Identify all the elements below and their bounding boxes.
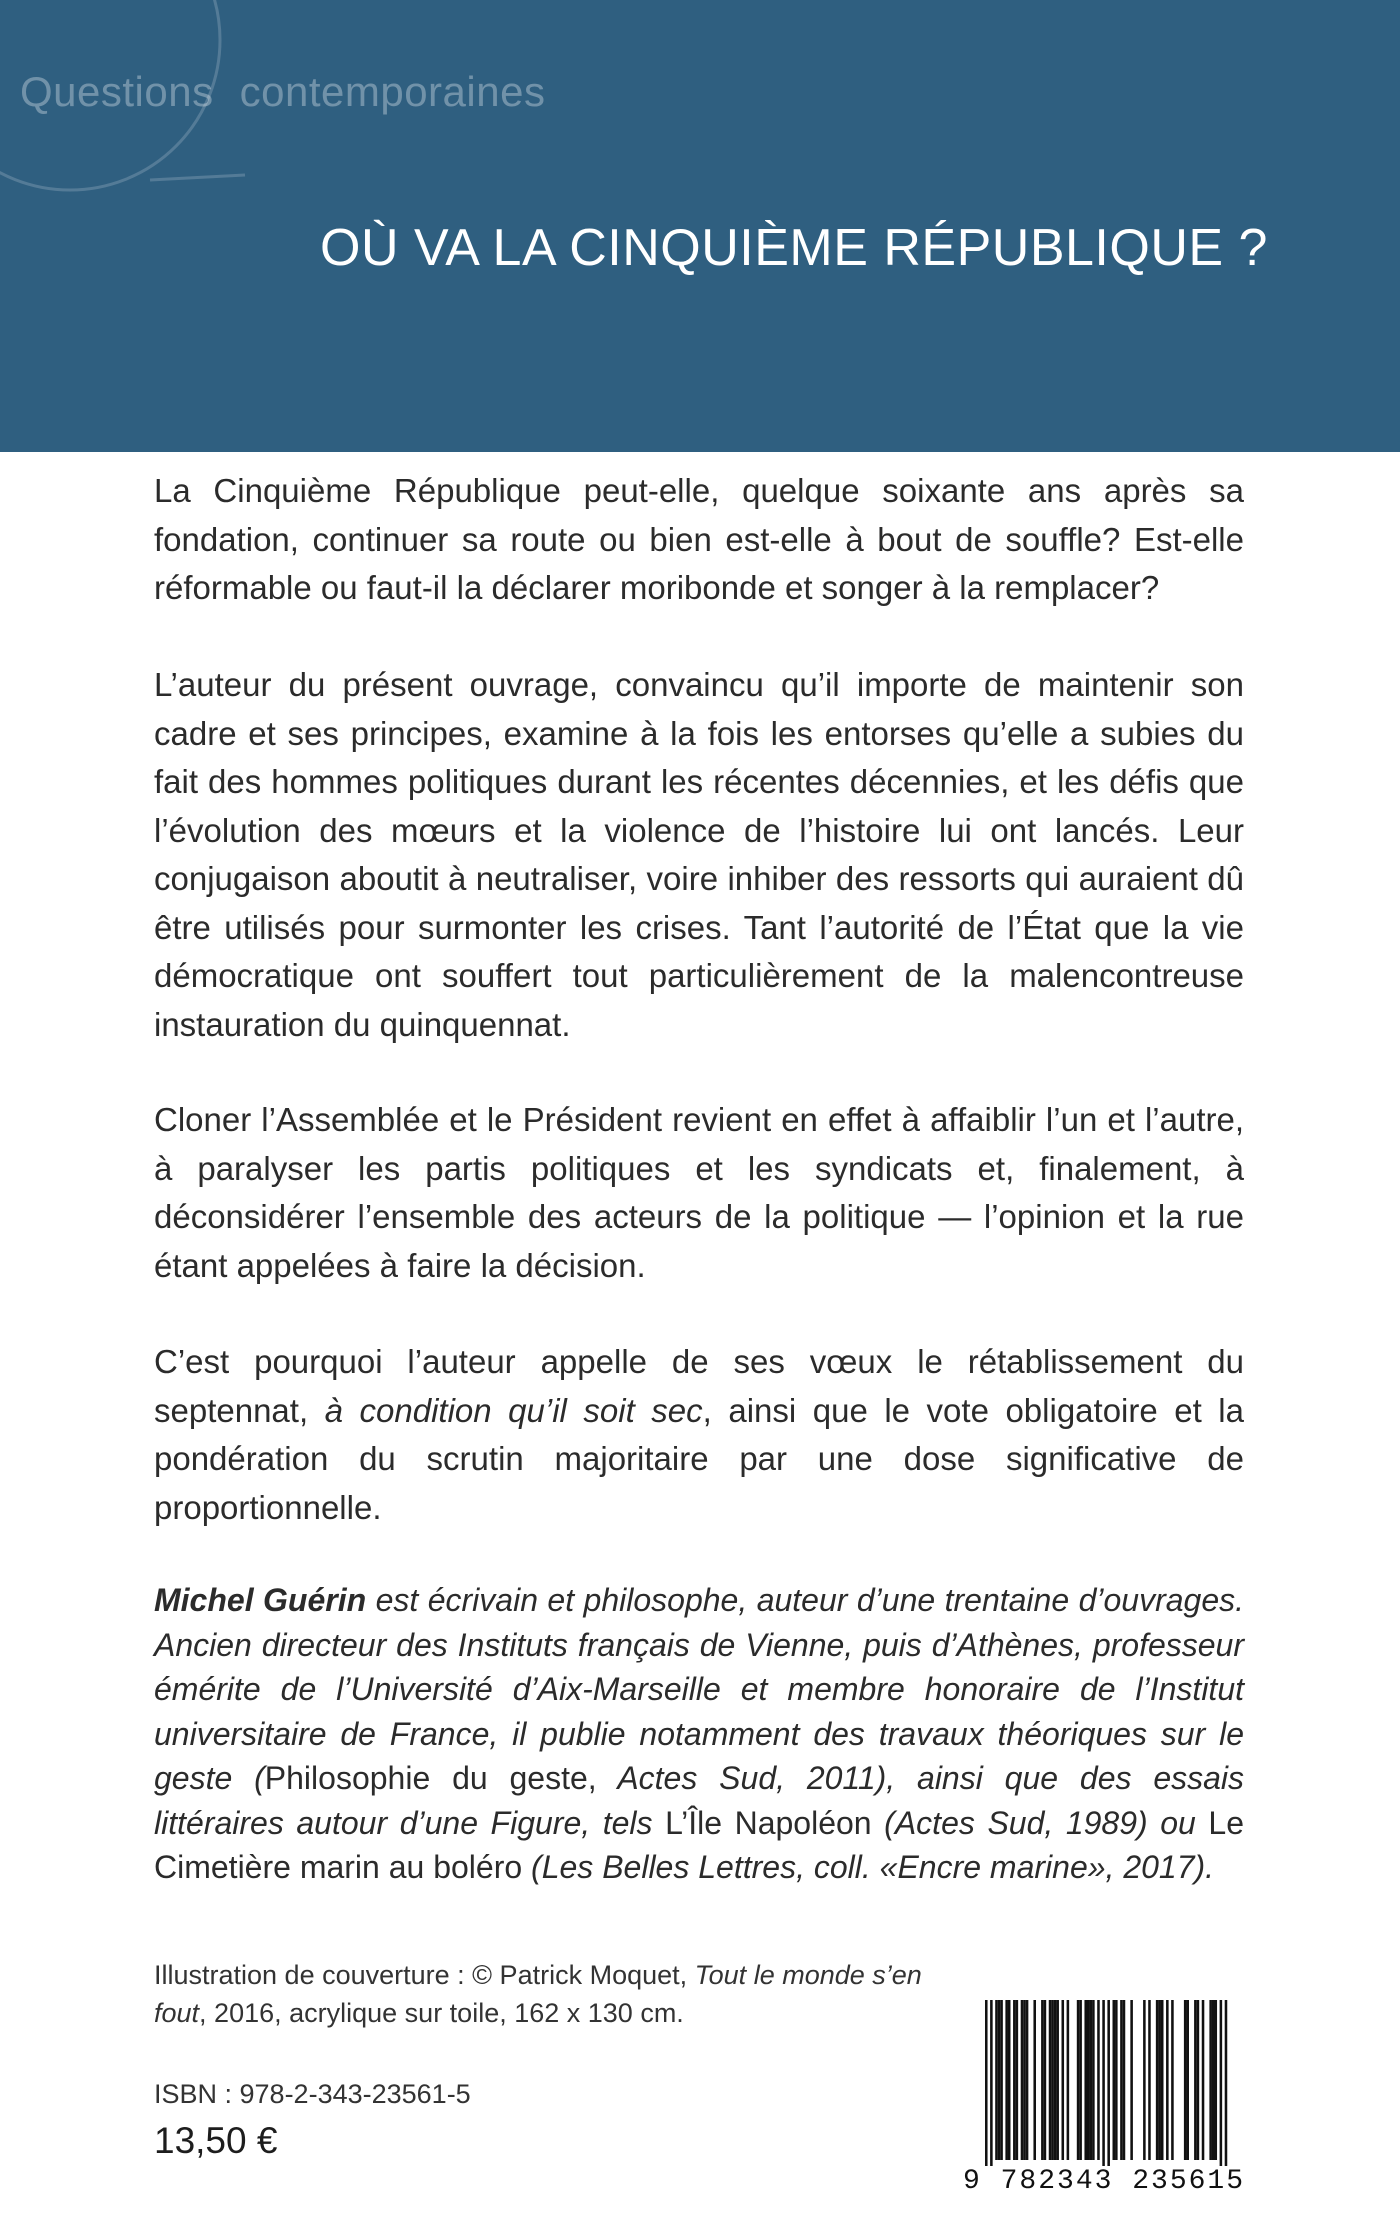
- paragraph-2: L’auteur du présent ouvrage, convaincu qu’il importe de maintenir son cadre et ses principes, examine à la fois les entorses qu’elle a subies du fait des hommes politiques durant les récentes décennies, et les défis que l’évolution des mœurs et la violence de l’histoire lui ont lancés. Leur conjugaison aboutit à neutraliser, voire inhiber des ressorts qui auraient dû être utilisés pour surmonter les crises. Tant l’autorité de l’État que la vie démocratique ont souffert tout particulièrement de la malencontreuse instauration du quinquennat.: [154, 666, 1244, 1043]
- bio-text-1: est écrivain et philosophe, auteur d’une trentaine d’ouvrages. Ancien directeur des Instituts français de Vienne, puis d’Athènes, professeur émérite de l’Université d’Aix-Marseille et membre honoraire de l’Institut universitaire de France, il publie notamment des travaux théoriques sur le geste (: [154, 1582, 1245, 1796]
- barcode-bar: [998, 2000, 1001, 2160]
- barcode-bar: [1186, 2000, 1189, 2160]
- barcode-bar: [990, 2000, 993, 2185]
- credit-suffix: , 2016, acrylique sur toile, 162 x 130 cm.: [199, 1998, 684, 2028]
- barcode-bar: [1041, 2000, 1044, 2160]
- barcode-bar: [1067, 2000, 1070, 2160]
- barcode-bar: [1092, 2000, 1095, 2160]
- cover-illustration-credit: [154, 1956, 954, 2032]
- paragraph-4: [154, 1338, 1244, 1532]
- barcode-bar: [1209, 2000, 1212, 2160]
- barcode-bar: [1087, 2000, 1090, 2160]
- barcode-bar: [1197, 2000, 1200, 2160]
- isbn: ISBN : 978-2-343-23561-5: [154, 2079, 471, 2109]
- author-bio: [154, 1578, 1244, 1890]
- barcode-bar: [1120, 2000, 1123, 2160]
- barcode-bar: [995, 2000, 998, 2160]
- barcode-bar: [1156, 2000, 1159, 2160]
- credit-prefix: Illustration de couverture : © Patrick Moquet,: [154, 1960, 695, 1990]
- barcode-bar: [1079, 2000, 1082, 2160]
- bio-book-1: Philosophie du geste,: [264, 1760, 597, 1796]
- cover-header: [0, 0, 1400, 452]
- bio-text-3: (Actes Sud, 1989) ou: [871, 1804, 1209, 1841]
- barcode-bar: [1143, 2000, 1146, 2160]
- series-word-2: contemporaines: [239, 68, 546, 115]
- barcode-bar: [1005, 2000, 1008, 2160]
- barcode-bar: [1107, 2000, 1110, 2185]
- barcode-bar: [1115, 2000, 1118, 2160]
- barcode-bar: [1202, 2000, 1205, 2160]
- bio-book-2: L’Île Napoléon: [665, 1804, 872, 1841]
- barcode-bar: [1171, 2000, 1174, 2160]
- barcode-bar: [1054, 2000, 1057, 2160]
- barcode-bar: [1220, 2000, 1223, 2185]
- barcode-bar: [1166, 2000, 1169, 2160]
- author-name: Michel Guérin: [154, 1582, 367, 1618]
- barcode-bar: [1158, 2000, 1161, 2160]
- paragraph-4-end: , ainsi que le vote obligatoire et la pondération du scrutin majoritaire par une dose significative de proportionnelle.: [154, 1391, 1244, 1526]
- credit-work-title: Tout le monde s’en fout: [154, 1960, 922, 2028]
- barcode-bar: [1194, 2000, 1197, 2160]
- barcode-bar: [1023, 2000, 1026, 2160]
- bio-text-4: (Les Belles Lettres, coll. «Encre marine», 2017).: [522, 1849, 1215, 1885]
- series-word-1: Questions: [20, 68, 214, 115]
- barcode-bar: [1049, 2000, 1052, 2160]
- barcode-bar: [1148, 2000, 1151, 2160]
- barcode-bar: [1033, 2000, 1036, 2160]
- barcode-bar: [1021, 2000, 1024, 2160]
- barcode-bar: [1212, 2000, 1215, 2160]
- barcode-bar: [1084, 2000, 1087, 2160]
- barcode-digits: 9 782343 235615: [963, 2166, 1248, 2197]
- barcode-bar: [1062, 2000, 1065, 2160]
- paragraph-3: Cloner l’Assemblée et le Président revient en effet à affaiblir l’un et l’autre, à paralyser les partis politiques et les syndicats et, finalement, à déconsidérer l’ensemble des acteurs de la politique — l’opinion et la rue étant appelées à faire la décision.: [154, 1101, 1244, 1284]
- barcode-bar: [1044, 2000, 1047, 2160]
- paragraph-4-emphasis: à condition qu’il soit sec: [324, 1391, 703, 1429]
- barcode-bar: [1056, 2000, 1059, 2160]
- barcode-bar: [1113, 2000, 1116, 2160]
- barcode-bar: [1215, 2000, 1218, 2160]
- paragraph-4-start: C’est pourquoi l’auteur appelle de ses vœux le rétablissement du septennat,: [154, 1343, 1244, 1429]
- barcode-bar: [1051, 2000, 1054, 2160]
- barcode-bar: [1008, 2000, 1011, 2160]
- bio-book-3: Le Cimetière marin au boléro: [154, 1804, 1245, 1885]
- barcode-bar: [1225, 2000, 1228, 2185]
- bio-text-2: Actes Sud, 2011), ainsi que des essais littéraires autour d’une Figure, tels: [154, 1760, 1245, 1841]
- barcode-bar: [1000, 2000, 1003, 2160]
- book-title: OÙ VA LA CINQUIÈME RÉPUBLIQUE ?: [320, 219, 1268, 277]
- q-watermark-icon: [0, 0, 260, 340]
- series-name: [20, 68, 545, 116]
- barcode-bar: [1161, 2000, 1164, 2160]
- barcode-bar: [985, 2000, 988, 2185]
- barcode-bar: [1077, 2000, 1080, 2160]
- barcode-bar: [1097, 2000, 1100, 2160]
- barcode-bar: [1090, 2000, 1093, 2160]
- barcode-bar: [1026, 2000, 1029, 2160]
- barcode-bar: [1184, 2000, 1187, 2160]
- barcode-bar: [1123, 2000, 1126, 2160]
- barcode-bar: [1016, 2000, 1019, 2160]
- barcode-bar: [1130, 2000, 1133, 2160]
- paragraph-1: La Cinquième République peut-elle, quelque soixante ans après sa fondation, continuer sa route ou bien est-elle à bout de souffle? Est-elle réformable ou faut-il la déclarer moribonde et songer à la remplacer?: [154, 472, 1244, 606]
- barcode-bar: [1102, 2000, 1105, 2185]
- price: 13,50 €: [154, 2120, 278, 2161]
- barcode-bar: [1013, 2000, 1016, 2160]
